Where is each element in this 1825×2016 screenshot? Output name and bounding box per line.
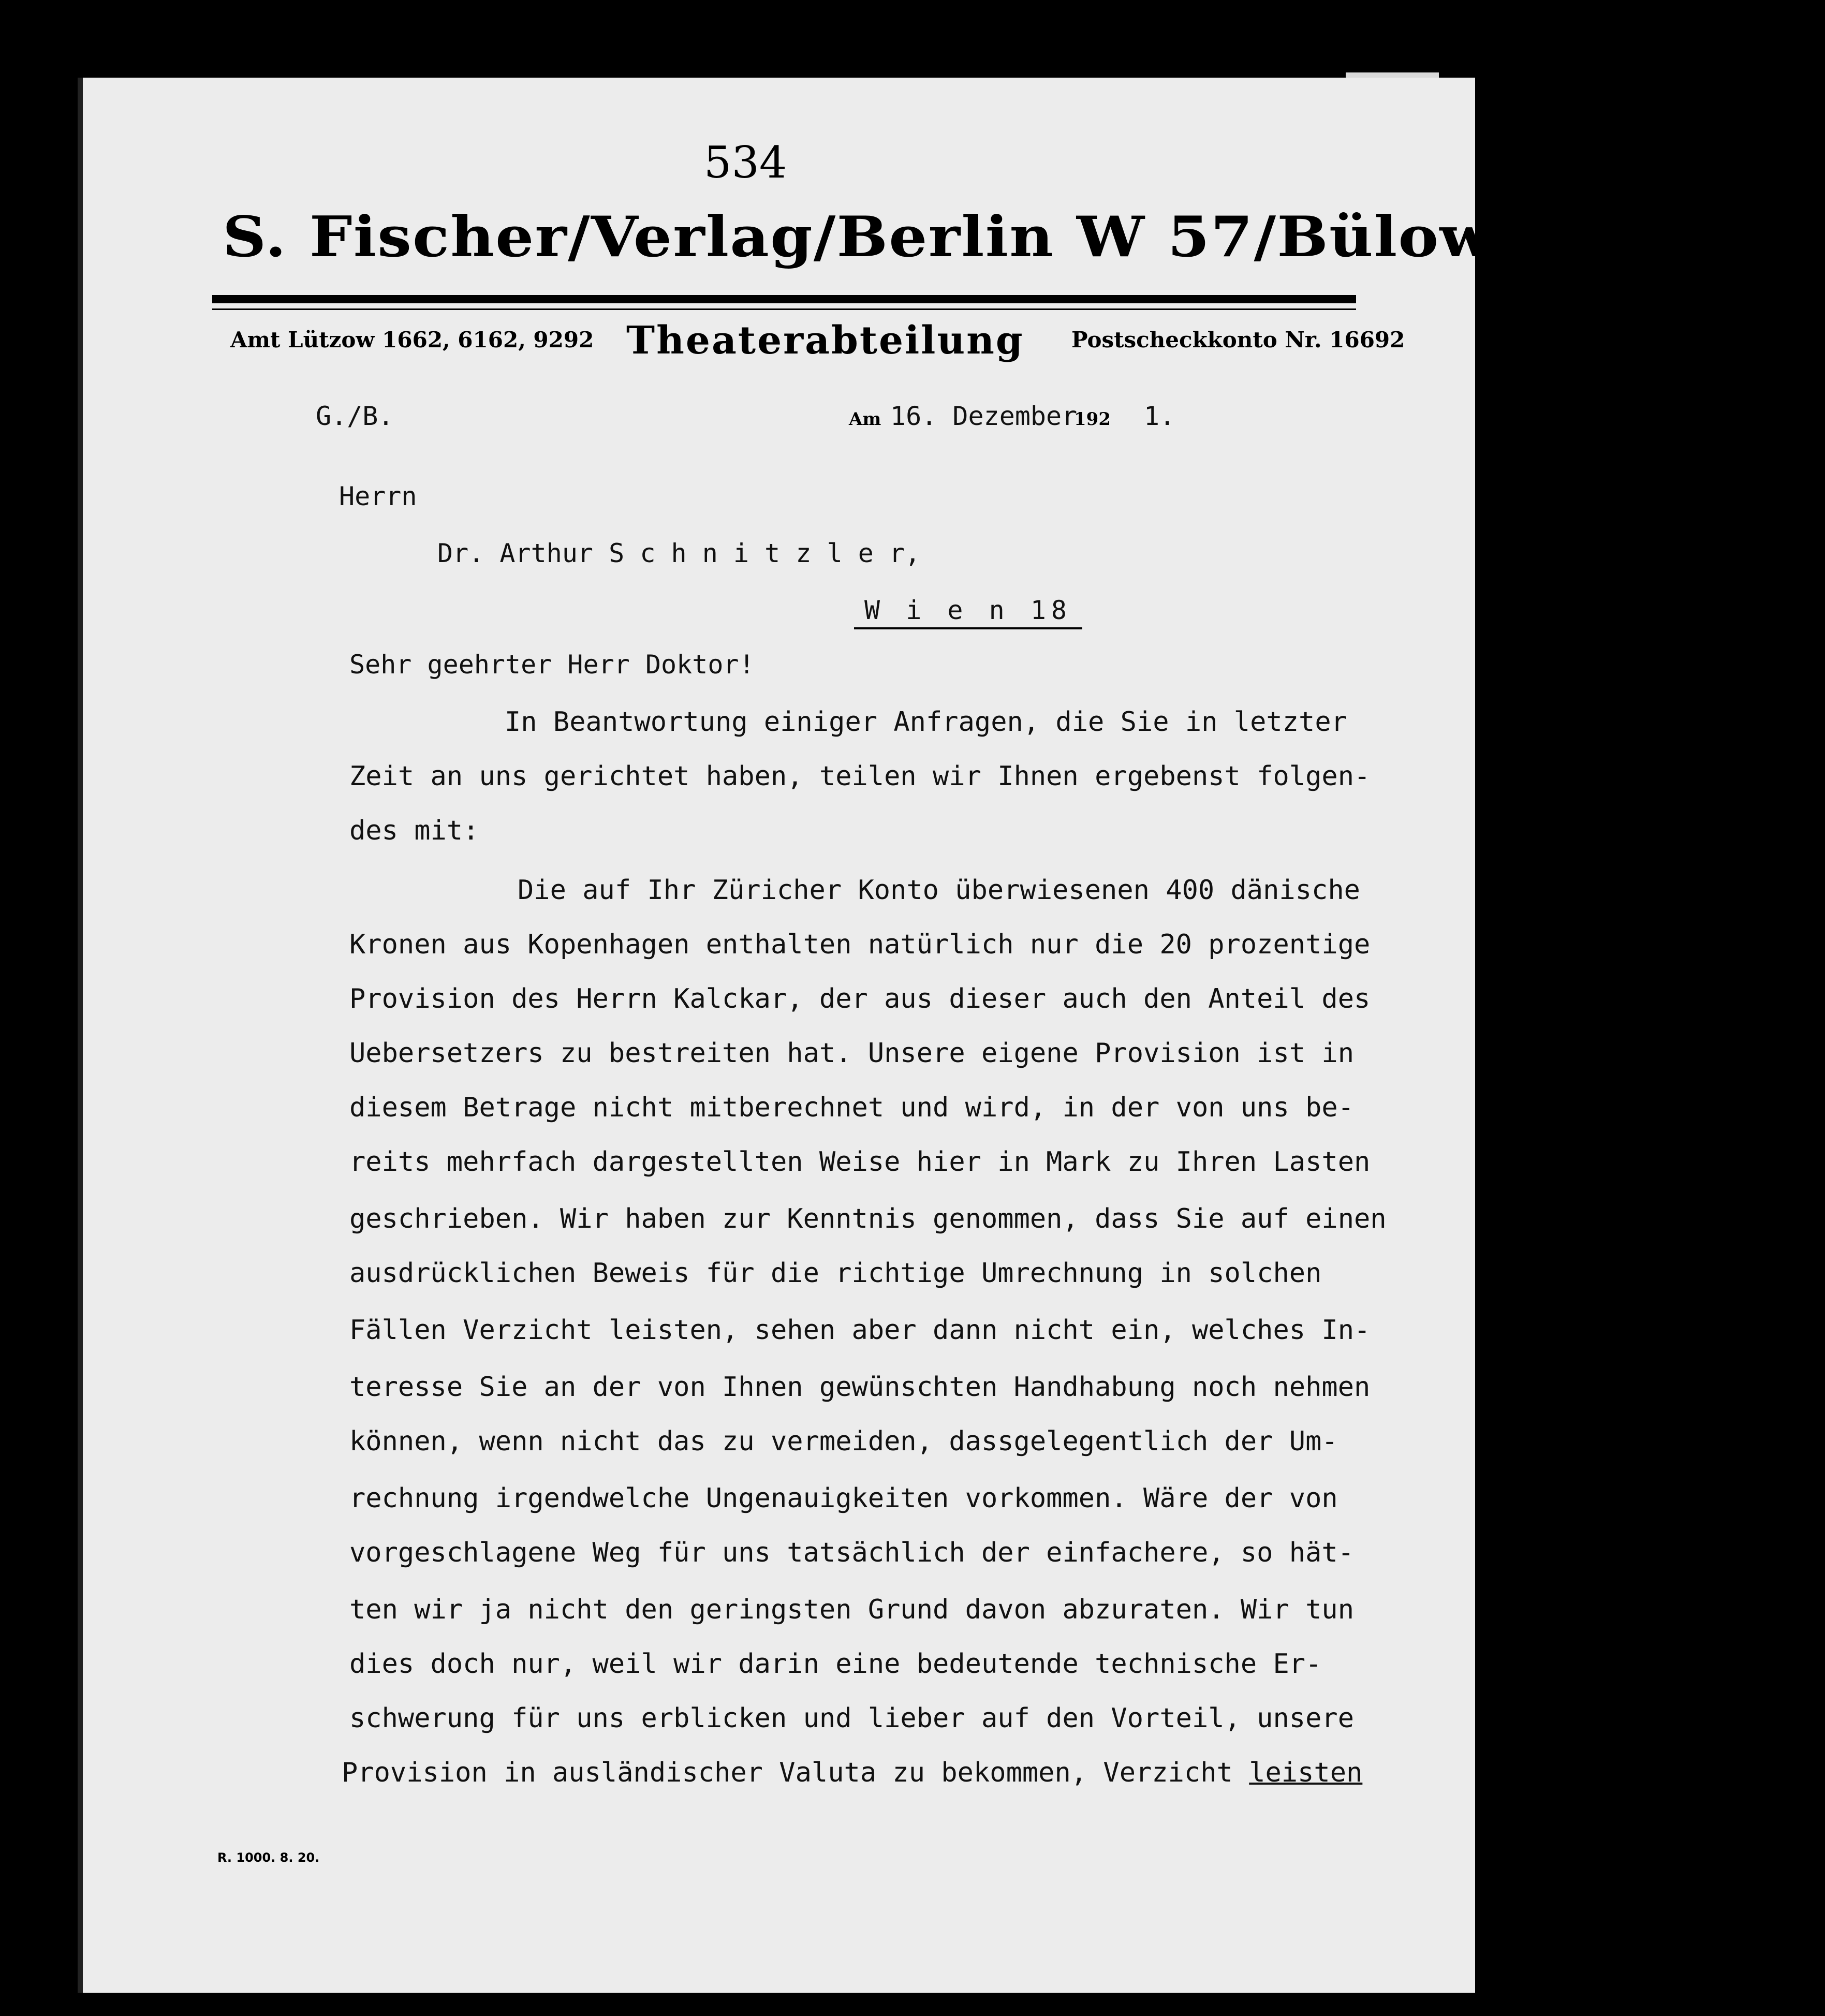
reference-code: G./B. — [316, 401, 394, 431]
body-line: rechnung irgendwelche Ungenauigkeiten vorkommen. Wäre der von — [349, 1483, 1338, 1514]
date-year-suffix: 1. — [1144, 401, 1175, 431]
body-line: reits mehrfach dargestellten Weise hier in Mark zu Ihren Lasten — [349, 1146, 1371, 1178]
body-line: teresse Sie an der von Ihnen gewünschten Handhabung noch nehmen — [349, 1372, 1371, 1403]
letterhead-rule-thin — [212, 308, 1356, 310]
letterhead-postal-account: Postscheckkonto Nr. 16692 — [1071, 327, 1405, 352]
body-line: schwerung für uns erblicken und lieber auf den Vorteil, unsere — [349, 1703, 1355, 1734]
letterhead-phone: Amt Lützow 1662, 6162, 9292 — [230, 327, 594, 352]
body-line: ausdrücklichen Beweis für die richtige Umrechnung in solchen — [349, 1258, 1322, 1289]
greeting: Sehr geehrter Herr Doktor! — [349, 650, 755, 680]
date-year-prefix: 192 — [1074, 409, 1111, 430]
page-number: 534 — [704, 137, 787, 188]
underlined-word: leisten — [1249, 1757, 1363, 1788]
recipient-city: W i e n 18 — [854, 595, 1082, 629]
recipient-salutation: Herrn — [339, 481, 417, 511]
body-line: Fällen Verzicht leisten, sehen aber dann nicht ein, welches In- — [349, 1315, 1371, 1346]
body-line-text: Provision in ausländischer Valuta zu bekommen, Verzicht — [342, 1757, 1233, 1788]
body-line: ten wir ja nicht den geringsten Grund davon abzuraten. Wir tun — [349, 1594, 1355, 1625]
body-line: vorgeschlagene Weg für uns tatsächlich der einfachere, so hät- — [349, 1537, 1355, 1568]
letterhead-title: S. Fischer/Verlag/Berlin W 57/Bülowstraße 90 — [223, 204, 1825, 270]
body-line: In Beantwortung einiger Anfragen, die Sie in letzter — [505, 707, 1347, 738]
body-line: geschrieben. Wir haben zur Kenntnis genommen, dass Sie auf einen — [349, 1203, 1387, 1234]
body-line: können, wenn nicht das zu vermeiden, dassgelegentlich der Um- — [349, 1426, 1338, 1457]
letterhead-department: Theaterabteilung — [626, 318, 1024, 363]
body-line: dies doch nur, weil wir darin eine bedeutende technische Er- — [349, 1649, 1322, 1680]
recipient-name: Dr. Arthur S c h n i t z l e r, — [437, 538, 921, 568]
letterhead-rule — [212, 295, 1356, 303]
body-line: diesem Betrage nicht mitberechnet und wird, in der von uns be- — [349, 1092, 1355, 1123]
body-line: des mit: — [349, 815, 479, 846]
body-line: Kronen aus Kopenhagen enthalten natürlich nur die 20 prozentige — [349, 929, 1371, 960]
body-line: Zeit an uns gerichtet haben, teilen wir Ihnen ergebenst folgen- — [349, 761, 1371, 792]
body-line: Provision des Herrn Kalckar, der aus dieser auch den Anteil des — [349, 983, 1371, 1014]
date-day-month: 16. Dezember — [890, 401, 1078, 431]
form-number: R. 1000. 8. 20. — [217, 1850, 320, 1865]
date-prefix: Am — [849, 409, 881, 430]
body-line: Uebersetzers zu bestreiten hat. Unsere eigene Provision ist in — [349, 1038, 1355, 1069]
body-line: Die auf Ihr Züricher Konto überwiesenen 400 dänische — [518, 875, 1360, 906]
body-line — [342, 1757, 1362, 1788]
